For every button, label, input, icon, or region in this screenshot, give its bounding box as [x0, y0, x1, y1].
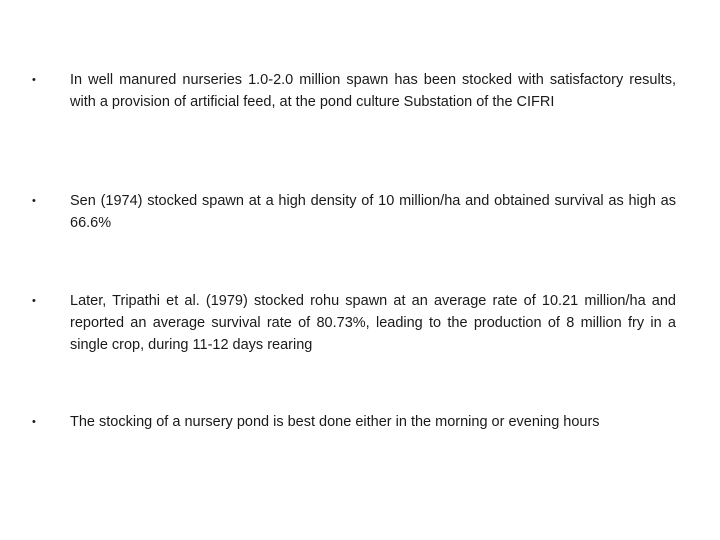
bullet-marker: • [32, 295, 36, 307]
bullet-item-2 [30, 190, 676, 234]
bullet-marker: • [32, 416, 36, 428]
bullet-marker: • [32, 74, 36, 86]
bullet-item-1 [30, 69, 676, 113]
bullet-item-4 [30, 411, 676, 433]
bullet-marker: • [32, 195, 36, 207]
bullet-text-tripathi-1979: Later, Tripathi et al. (1979) stocked rohu spawn at an average rate of 10.21 million/ha and reported an average survival rate of 80.73%, leading to the production of 8 million fry in a single crop, during 11-12 days rearing [70, 293, 676, 353]
bullet-text-sen-1974: Sen (1974) stocked spawn at a high density of 10 million/ha and obtained survival as high as 66.6% [70, 193, 676, 231]
bullet-text-stocking-time: The stocking of a nursery pond is best done either in the morning or evening hours [70, 414, 600, 430]
bullet-item-3 [30, 290, 676, 356]
bullet-text-nursery-stocking: In well manured nurseries 1.0-2.0 million spawn has been stocked with satisfactory results, with a provision of artificial feed, at the pond culture Substation of the CIFRI [70, 72, 676, 110]
